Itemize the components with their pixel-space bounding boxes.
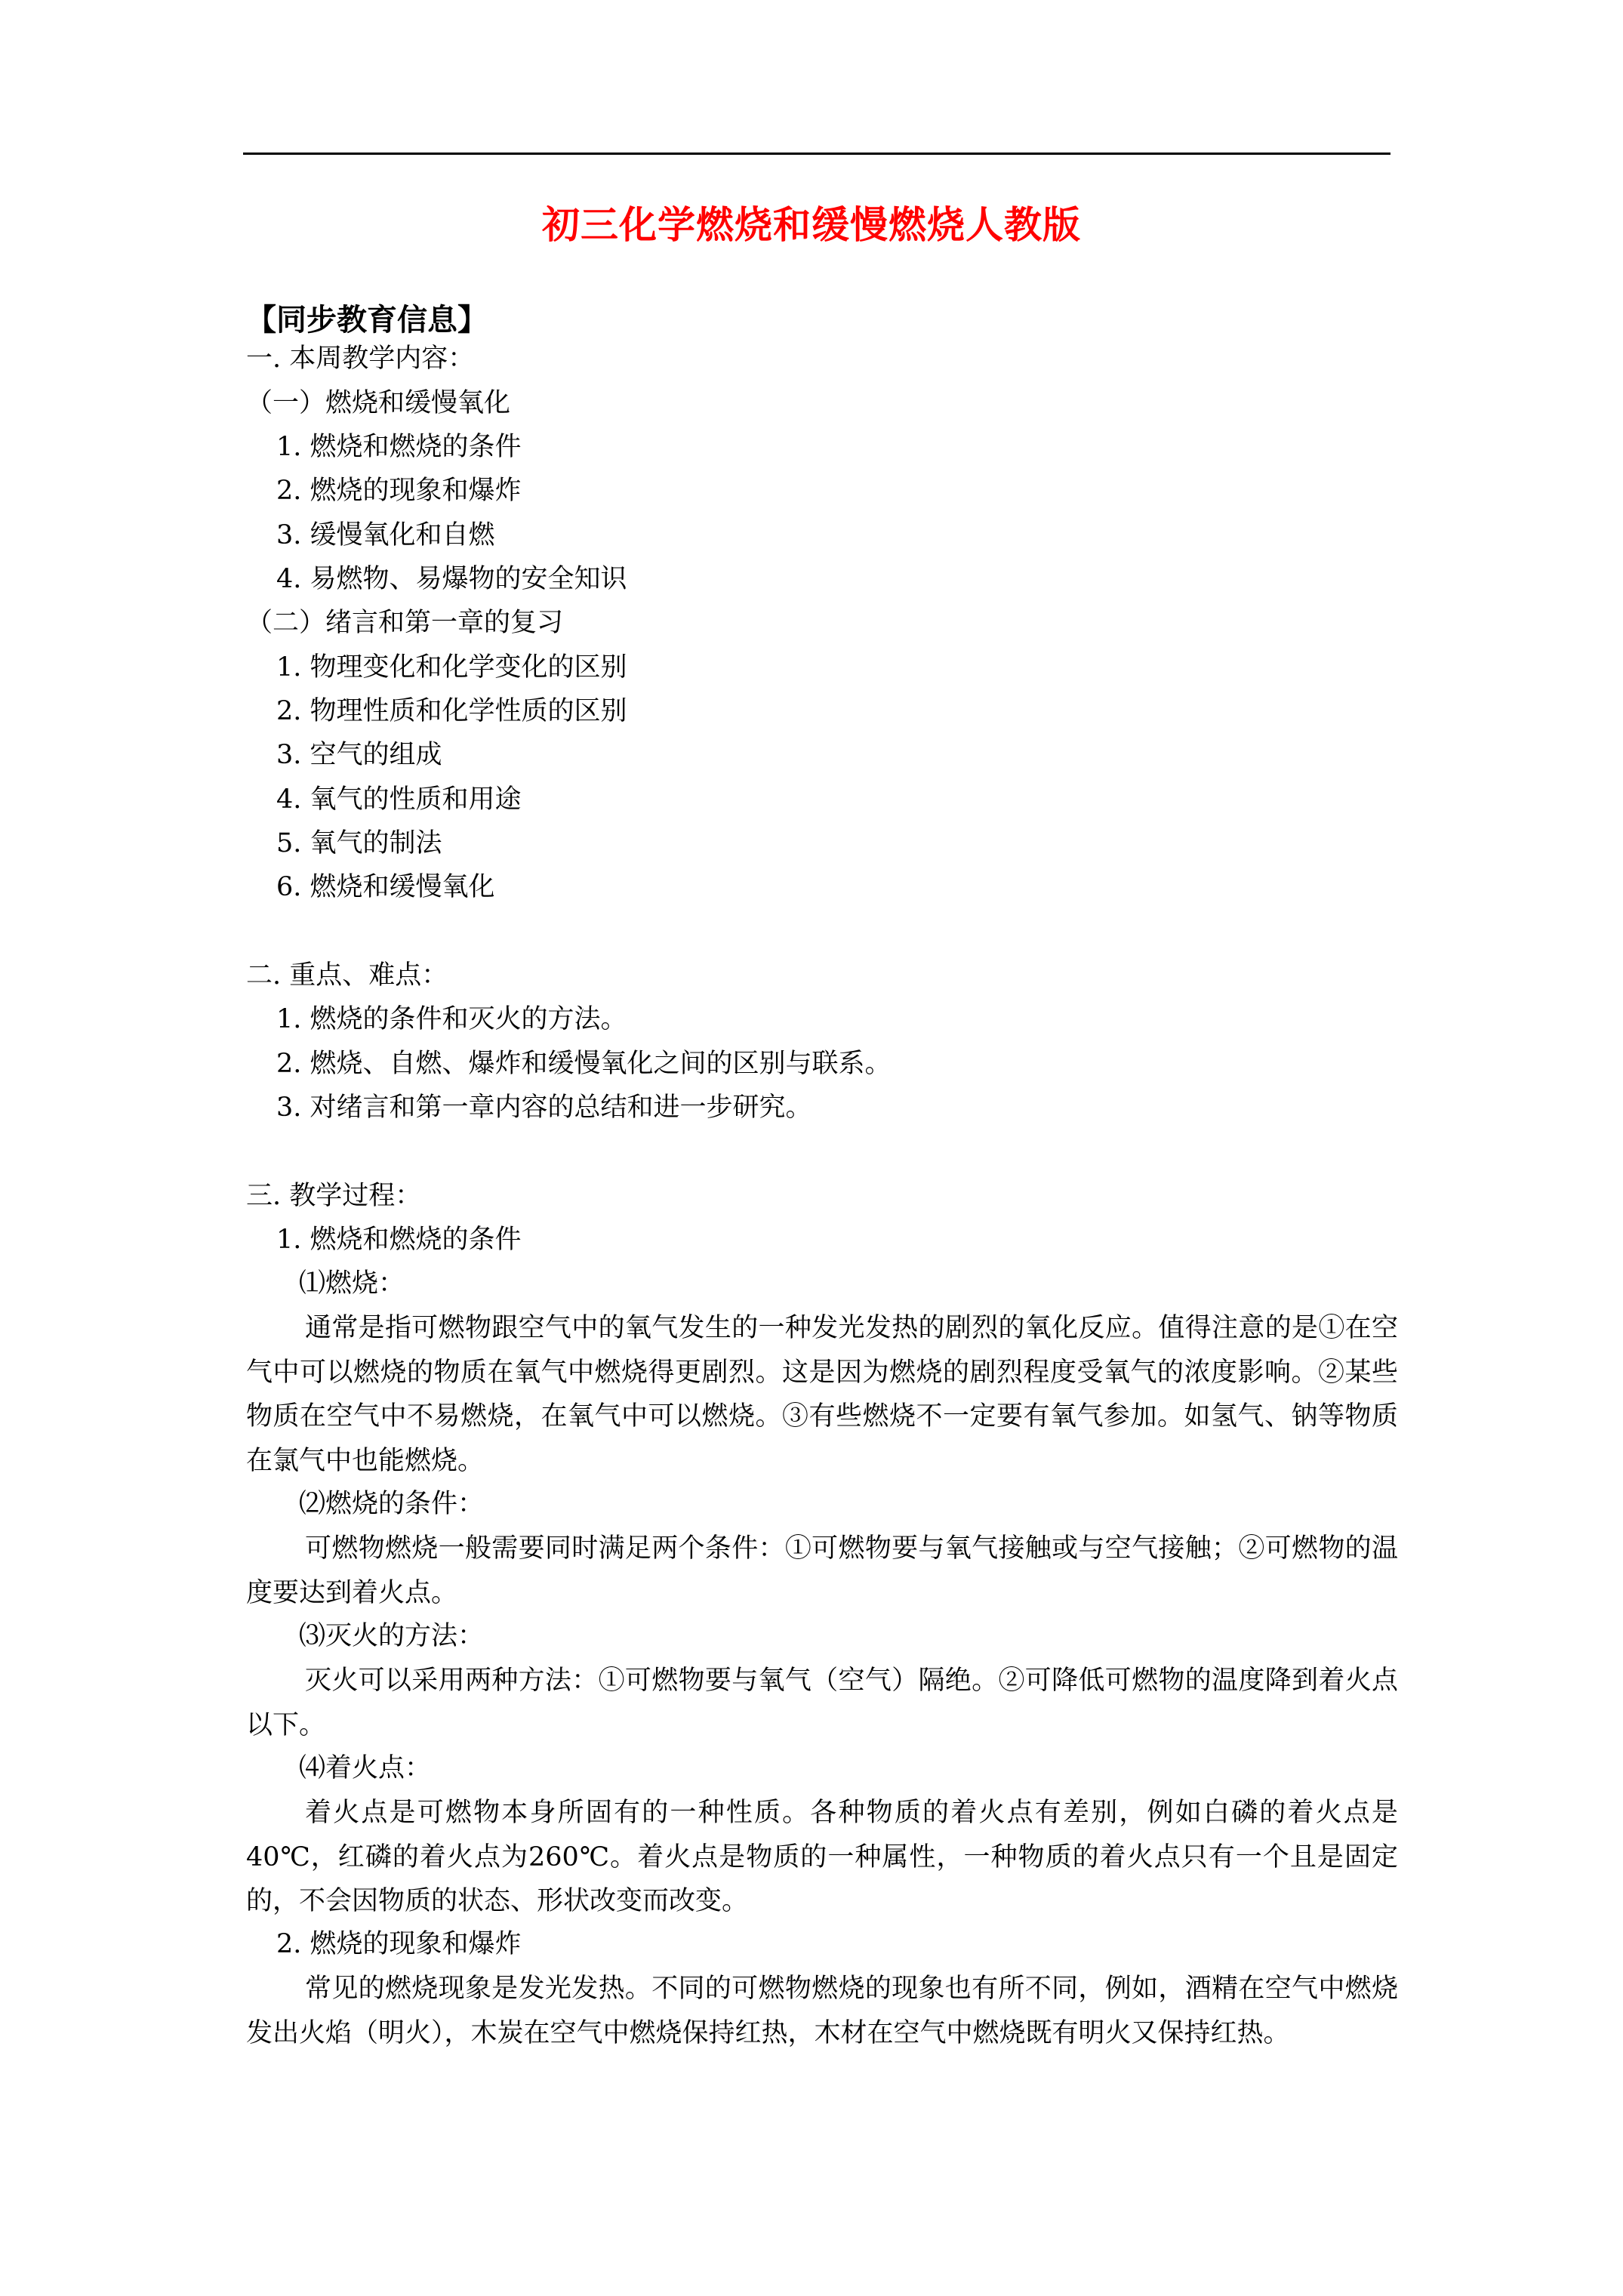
phenomena-paragraph: 常见的燃烧现象是发光发热。不同的可燃物燃烧的现象也有所不同，例如，酒精在空气中燃烧发出火焰（明火），木炭在空气中燃烧保持红热，木材在空气中燃烧既有明火又保持红热。 (246, 1974, 1398, 2048)
list-item: 3. 缓慢氧化和自燃 (276, 520, 495, 550)
part3-heading: 三. 教学过程： (246, 1181, 422, 1211)
ignition-point-paragraph: 着火点是可燃物本身所固有的一种性质。各种物质的着火点有差别，例如白磷的着火点是40℃，红磷的着火点为260℃。着火点是物质的一种属性，一种物质的着火点只有一个且是固定的，不会因物质的状态、形状改变而改变。 (246, 1798, 1398, 1916)
part1-heading: 一. 本周教学内容： (246, 344, 475, 374)
part1-sub2-heading: （二）绪言和第一章的复习 (246, 608, 564, 638)
header-rule (243, 153, 1390, 155)
list-item: 5. 氧气的制法 (276, 828, 442, 858)
list-item: 3. 空气的组成 (276, 740, 442, 770)
list-item: 1. 燃烧和燃烧的条件 (276, 432, 522, 462)
extinguish-paragraph: 灭火可以采用两种方法：①可燃物要与氧气（空气）隔绝。②可降低可燃物的温度降到着火点以下。 (246, 1666, 1398, 1740)
list-item: 2. 燃烧、自燃、爆炸和缓慢氧化之间的区别与联系。 (276, 1049, 892, 1079)
conditions-paragraph: 可燃物燃烧一般需要同时满足两个条件：①可燃物要与氧气接触或与空气接触；②可燃物的温度要达到着火点。 (246, 1533, 1398, 1608)
document-title: 初三化学燃烧和缓慢燃烧人教版 (542, 202, 1081, 247)
part3-item2-heading: 2. 燃烧的现象和爆炸 (276, 1929, 522, 1959)
ignition-point-heading: ⑷着火点： (299, 1753, 432, 1783)
combustion-paragraph: 通常是指可燃物跟空气中的氧气发生的一种发光发热的剧烈的氧化反应。值得注意的是①在空气中可以燃烧的物质在氧气中燃烧得更剧烈。这是因为燃烧的剧烈程度受氧气的浓度影响。②某些物质在空气中不易燃烧，在氧气中可以燃烧。③有些燃烧不一定要有氧气参加。如氢气、钠等物质在氯气中也能燃烧。 (246, 1313, 1398, 1476)
list-item: 1. 物理变化和化学变化的区别 (276, 652, 627, 683)
part1-sub1-heading: （一）燃烧和缓慢氧化 (246, 388, 511, 418)
combustion-heading: ⑴燃烧： (299, 1268, 405, 1299)
list-item: 3. 对绪言和第一章内容的总结和进一步研究。 (276, 1093, 812, 1123)
extinguish-heading: ⑶灭火的方法： (299, 1621, 485, 1651)
part3-item1-heading: 1. 燃烧和燃烧的条件 (276, 1225, 522, 1255)
part2-heading: 二. 重点、难点： (246, 960, 448, 991)
section-heading: 【同步教育信息】 (246, 302, 488, 337)
list-item: 2. 燃烧的现象和爆炸 (276, 476, 522, 506)
list-item: 4. 易燃物、易爆物的安全知识 (276, 564, 627, 594)
list-item: 4. 氧气的性质和用途 (276, 784, 522, 815)
list-item: 2. 物理性质和化学性质的区别 (276, 696, 627, 726)
conditions-heading: ⑵燃烧的条件： (299, 1489, 485, 1519)
list-item: 1. 燃烧的条件和灭火的方法。 (276, 1004, 627, 1034)
list-item: 6. 燃烧和缓慢氧化 (276, 872, 495, 902)
